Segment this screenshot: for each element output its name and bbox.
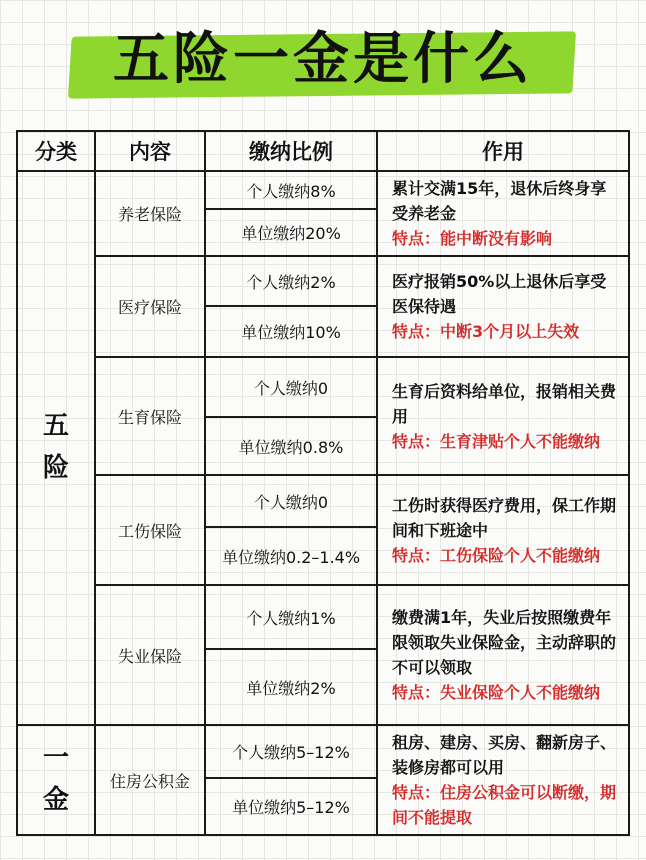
item-name: 养老保险: [95, 171, 205, 256]
employer-ratio: 单位缴纳0.8%: [205, 417, 377, 475]
function-feature: 特点：中断3个月以上失效: [392, 322, 580, 341]
header-category: 分类: [17, 131, 95, 171]
function-feature: 特点：住房公积金可以断缴，期间不能提取: [392, 783, 617, 827]
function-desc: 生育后资料给单位，报销相关费用: [392, 381, 617, 426]
category-housing-fund: 一 金: [17, 725, 95, 835]
header-function: 作用: [377, 131, 629, 171]
personal-ratio: 个人缴纳5–12%: [205, 725, 377, 778]
function-cell: [377, 475, 629, 585]
header-content: 内容: [95, 131, 205, 171]
employer-ratio: 单位缴纳2%: [205, 649, 377, 725]
category-five-insurances: 五 险: [17, 171, 95, 725]
function-desc: 租房、建房、买房、翻新房子、装修房都可以用: [392, 733, 617, 777]
item-name: 失业保险: [95, 585, 205, 725]
function-cell: [377, 585, 629, 725]
function-cell: [377, 171, 629, 256]
function-desc: 医疗报销50%以上退休后享受医保待遇: [392, 272, 607, 316]
header-ratio: 缴纳比例: [205, 131, 377, 171]
function-cell: [377, 256, 629, 357]
function-feature: 特点：生育津贴个人不能缴纳: [392, 431, 601, 451]
item-name: 住房公积金: [95, 725, 205, 835]
function-desc: 工伤时获得医疗费用，保工作期间和下班途中: [392, 495, 617, 540]
employer-ratio: 单位缴纳10%: [205, 306, 377, 357]
personal-ratio: 个人缴纳8%: [205, 171, 377, 209]
function-cell: [377, 725, 629, 835]
function-feature: 特点：工伤保险个人不能缴纳: [392, 545, 601, 565]
table-row: [17, 256, 629, 306]
function-cell: [377, 357, 629, 475]
function-desc: 累计交满15年，退休后终身享受养老金: [392, 179, 607, 223]
table-row: [17, 357, 629, 417]
personal-ratio: 个人缴纳0: [205, 357, 377, 417]
item-name: 医疗保险: [95, 256, 205, 357]
personal-ratio: 个人缴纳1%: [205, 585, 377, 649]
table-row: [17, 171, 629, 209]
table-row: [17, 585, 629, 649]
item-name: 生育保险: [95, 357, 205, 475]
header-row: [17, 131, 629, 171]
function-desc: 缴费满1年，失业后按照缴费年限领取失业保险金，主动辞职的不可以领取: [392, 608, 617, 677]
employer-ratio: 单位缴纳0.2–1.4%: [205, 527, 377, 585]
item-name: 工伤保险: [95, 475, 205, 585]
employer-ratio: 单位缴纳20%: [205, 209, 377, 256]
function-feature: 特点：能中断没有影响: [392, 229, 553, 248]
function-feature: 特点：失业保险个人不能缴纳: [392, 683, 601, 702]
personal-ratio: 个人缴纳2%: [205, 256, 377, 306]
table-row: [17, 725, 629, 778]
page-title: 五险一金是什么: [113, 26, 533, 92]
title-area: [0, 0, 646, 118]
insurance-table: [16, 130, 630, 836]
personal-ratio: 个人缴纳0: [205, 475, 377, 527]
table-row: [17, 475, 629, 527]
employer-ratio: 单位缴纳5–12%: [205, 778, 377, 835]
